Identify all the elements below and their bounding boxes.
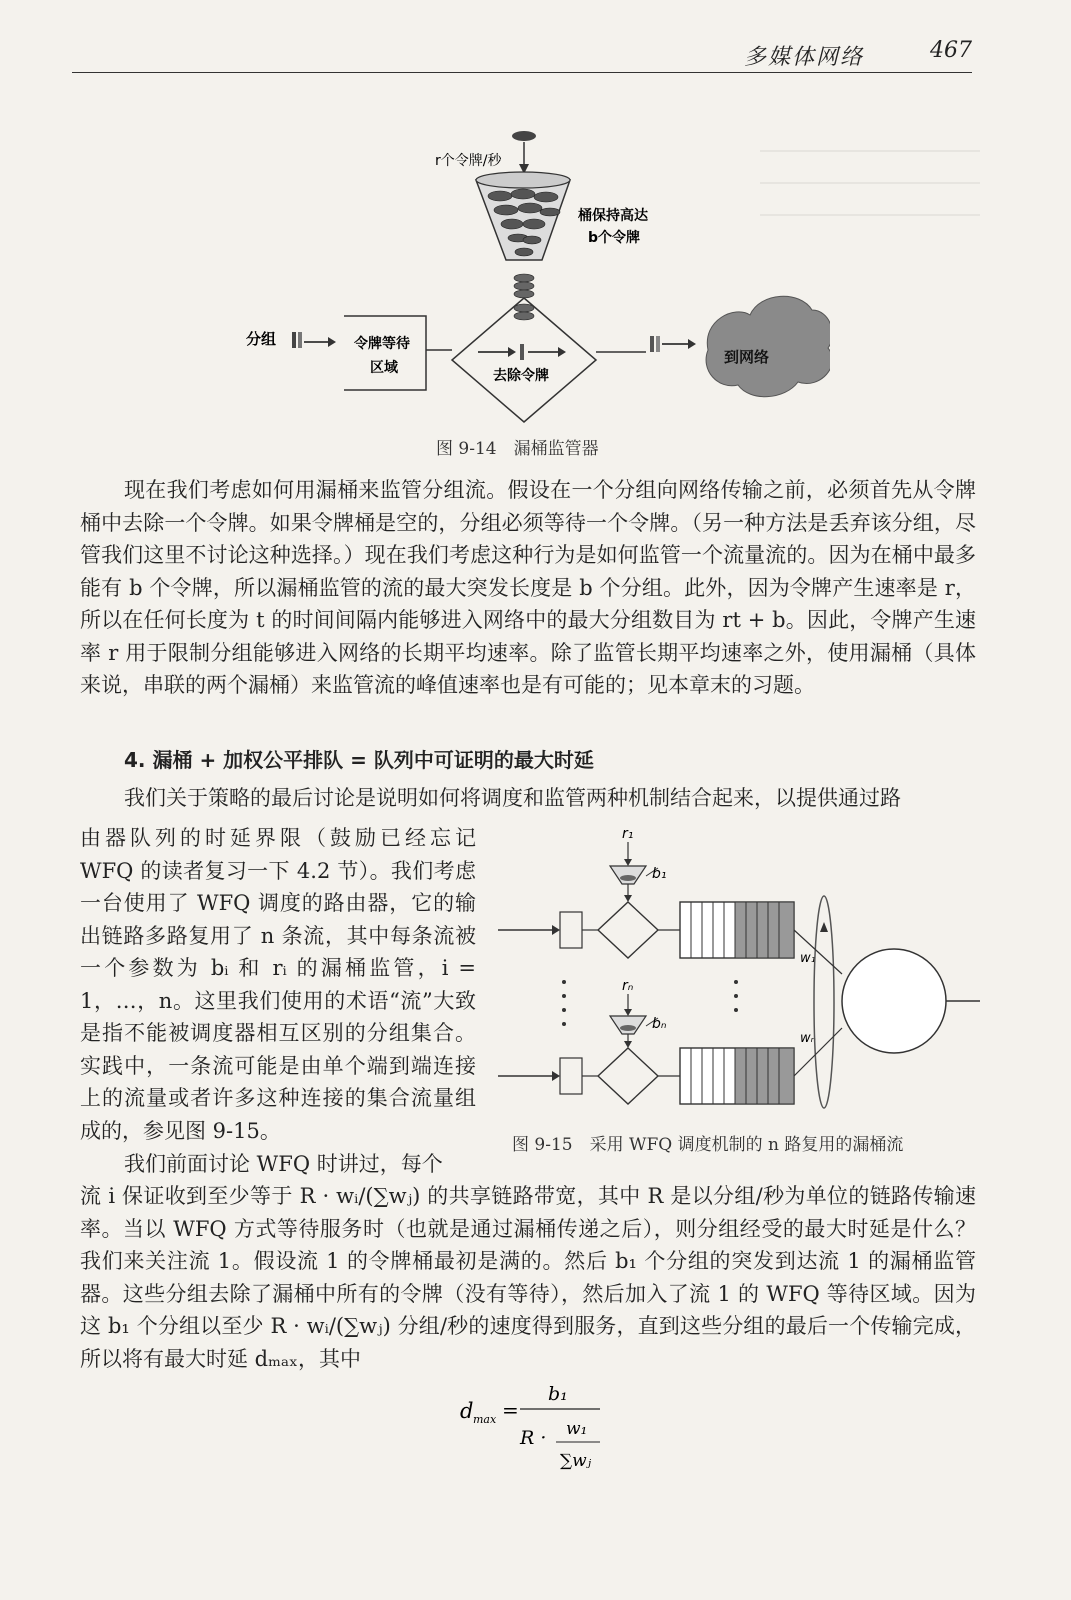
diamond-n bbox=[598, 1048, 658, 1104]
wfq-multiplexed-diagram bbox=[494, 822, 984, 1122]
wn-label: wₙ bbox=[800, 1031, 816, 1046]
formula-inner-den: ∑wⱼ bbox=[560, 1451, 592, 1471]
wait-area-box bbox=[344, 316, 426, 390]
wait-area-label-1: 令牌等待 bbox=[354, 336, 410, 352]
figure-9-15 bbox=[494, 822, 984, 1122]
queue-1 bbox=[680, 902, 794, 958]
rn-label: rₙ bbox=[622, 978, 634, 994]
paragraph-2-wrap: 由器队列的时延界限（鼓励已经忘记 WFQ 的读者复习一下 4.2 节）。我们考虑一台使用了 WFQ 调度的路由器，它的输出链路多路复用了 n 条流，其中每条流被一个参数为 bᵢ 和 rᵢ 的漏桶监管，i = 1，…，n。这里我们使用的术语“流”大致是指不能被调度器相互区别的分组集合。实践中，一条流可能是由单个端到端连接上的流量或者许多这种连接的集合流量组成的，参见图 9-15。 bbox=[80, 826, 476, 1143]
figure-9-14-caption: 图 9-14 漏桶监管器 bbox=[436, 439, 599, 459]
to-network-label: 到网络 bbox=[724, 348, 770, 366]
figure-9-15-caption: 图 9-15 采用 WFQ 调度机制的 n 路复用的漏桶流 bbox=[512, 1135, 904, 1155]
formula-inner-num: w₁ bbox=[566, 1419, 588, 1439]
diamond-1 bbox=[598, 902, 658, 958]
formula-lhs-sub: max bbox=[473, 1413, 497, 1426]
rate-label: r个令牌/秒 bbox=[435, 153, 502, 169]
packet-label: 分组 bbox=[246, 330, 277, 348]
paragraph-3-wrap: 我们前面讨论 WFQ 时讲过，每个 bbox=[124, 1152, 443, 1176]
b1-label: b₁ bbox=[652, 866, 667, 882]
output-link-server bbox=[842, 949, 946, 1053]
figure-9-14 bbox=[230, 120, 830, 425]
w1-label: w₁ bbox=[800, 951, 816, 966]
max-delay-formula bbox=[456, 1384, 656, 1494]
bucket-label-1: 桶保持高达 bbox=[578, 208, 648, 224]
leaky-bucket-diagram bbox=[230, 120, 830, 425]
queue-n bbox=[680, 1048, 794, 1104]
page-number: 467 bbox=[930, 38, 972, 63]
paragraph-2-first-line: 我们关于策略的最后讨论是说明如何将调度和监管两种机制结合起来，以提供通过路 bbox=[124, 786, 901, 810]
r1-label: r₁ bbox=[622, 826, 634, 842]
wait-area-label-2: 区域 bbox=[370, 360, 398, 376]
formula-eq: = bbox=[502, 1398, 519, 1422]
formula-R: R · bbox=[520, 1427, 547, 1449]
paragraph-1: 现在我们考虑如何用漏桶来监管分组流。假设在一个分组向网络传输之前，必须首先从令牌桶中去除一个令牌。如果令牌桶是空的，分组必须等待一个令牌。（另一种方法是丢弃该分组，尽管我们这里不讨论这种选择。）现在我们考虑这种行为是如何监管一个流量流的。因为在桶中最多能有 b 个令牌，所以漏桶监管的流的最大突发长度是 b 个分组。此外，因为令牌产生速率是 r，所以在任何长度为 t 的时间间隔内能够进入网络中的最大分组数目为 rt + b。因此，令牌产生速率 r 用于限制分组能够进入网络的长期平均速率。除了监管长期平均速率之外，使用漏桶（具体来说，串联的两个漏桶）来监管流的峰值速率也是有可能的；见本章末的习题。 bbox=[80, 478, 976, 697]
bn-label: bₙ bbox=[652, 1016, 667, 1032]
bucket-label-2: b个令牌 bbox=[588, 230, 641, 246]
formula-lhs: d bbox=[460, 1399, 474, 1423]
paragraph-3: 流 i 保证收到至少等于 R · wᵢ/(∑wⱼ) 的共享链路带宽，其中 R 是以分组/秒为单位的链路传输速率。当以 WFQ 方式等待服务时（也就是通过漏桶传递之后），则分组经受的最大时延是什么？我们来关注流 1。假设流 1 的令牌桶最初是满的。然后 b₁ 个分组的突发到达流 1 的漏桶监管器。这些分组去除了漏桶中所有的令牌（没有等待），然后加入了流 1 的 WFQ 等待区域。因为这 b₁ 个分组以至少 R · wᵢ/(∑wⱼ) 分组/秒的速度得到服务，直到这些分组的最后一个传输完成，所以将有最大时延 dₘₐₓ，其中 bbox=[80, 1184, 976, 1371]
page-header bbox=[72, 38, 972, 73]
remove-token-label: 去除令牌 bbox=[493, 368, 549, 384]
token-icon bbox=[512, 131, 536, 141]
network-cloud-icon bbox=[706, 296, 830, 396]
section-heading: 4. 漏桶 + 加权公平排队 = 队列中可证明的最大时延 bbox=[124, 748, 594, 772]
running-title: 多媒体网络 bbox=[743, 45, 864, 70]
formula-numerator: b₁ bbox=[548, 1384, 568, 1405]
